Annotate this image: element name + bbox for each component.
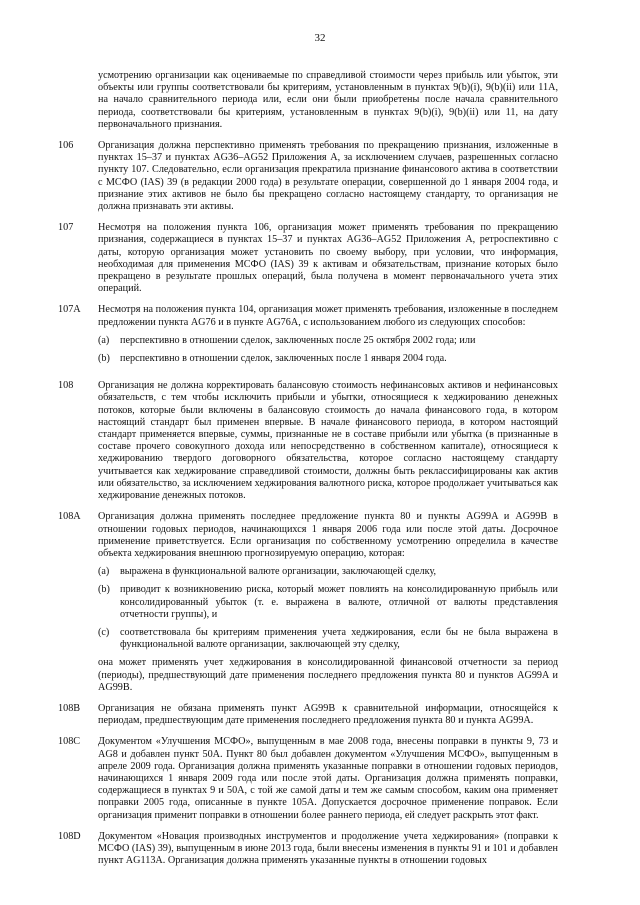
paragraph-text: Организация не должна корректировать балансовую стоимость нефинансовых активов и нефинансовых обязательств, с тем чтобы исключить прибыли и убытки, относящиеся к хеджированию денежных потоков, которые были включены в балансовую стоимость до начала финансового года, в котором настоящий стандарт был применен впервые. В начале финансового периода, в котором настоящий стандарт применяется впервые, суммы, признанные не в составе прибыли или убытка (в признанные в составе прочего совокупного дохода или непосредственно в собственном капитале), относящиеся к хеджированию твердого договорного обязательства, которое согласно настоящему стандарту учитывается как хеджирование справедливой стоимости, должны быть реклассифицированы как актив или обязательство, за исключением хеджирования валютного риска, которое продолжает учитываться как хеджирование денежных потоков. (98, 380, 558, 502)
paragraph-108c (58, 736, 558, 821)
document-body (58, 70, 558, 876)
list-item-label: (a) (98, 566, 110, 578)
list-item-label: (b) (98, 353, 110, 365)
paragraph-text: Несмотря на положения пункта 106, организация может применять требования по прекращению признания, содержащиеся в пунктах 15–37 и пунктах AG36–AG52 Приложения A, ретроспективно с даты, которую организация может установить по своему выбору, при условии, что информация, необходимая для применения МСФО (IAS) 39 к активам и обязательствам, признание которых было прекращено в результате прошлых операций, была получена в момент первоначального учета этих операций. (98, 222, 558, 295)
paragraph-106 (58, 140, 558, 213)
paragraph-number (58, 70, 98, 131)
paragraph-107a (58, 304, 558, 371)
list-item-text: перспективно в отношении сделок, заключенных после 25 октября 2002 года; или (120, 334, 476, 346)
paragraph-continuation: она может применять учет хеджирования в консолидированной финансовой отчетности за период (периоды), предшествующий дате применения последнего предложения пункта 80 и пунктов AG99A и AG99B. (98, 657, 558, 693)
paragraph-text: Несмотря на положения пункта 104, организация может применять требования, изложенные в последнем предложении пункта AG76 и в пункте AG76A, с использованием любого из следующих способов: (98, 304, 558, 328)
list-item (98, 584, 558, 621)
list-item-text: выражена в функциональной валюте организации, заключающей сделку, (120, 566, 437, 578)
paragraph-text: Организация не обязана применять пункт AG99B к сравнительной информации, относящейся к периодам, предшествующим дате применения последнего предложения пункта 80 и пункта AG99A. (98, 702, 558, 727)
paragraph-text: Документом «Улучшения МСФО», выпущенным в мае 2008 года, внесены поправки в пункты 9, 73 и AG8 и добавлен пункт 50A. Пункт 80 был добавлен документом «Улучшения МСФО», выпущенным в апреле 2009 года. Организация должна применять указанные поправки в отношении годовых периодов, начинающихся 1 января 2009 года или после этой даты. Организация должна применять поправки, содержащиеся в пунктах 9 и 50A, с той же самой даты и тем же самым способом, каким она применяет поправки 2005 года, описанные в пункте 105A. Допускается досрочное применение поправок. Если организация применит поправки в отношении более раннего периода, ей следует раскрыть этот факт. (98, 736, 558, 821)
list-item-text: приводит к возникновению риска, который может повлиять на консолидированную прибыль или консолидированный убыток (т. е. выражена в валюте, отличной от валюты представления отчетности группы), и (120, 584, 558, 620)
paragraph-number: 108D (58, 830, 81, 842)
paragraph-number: 108C (58, 736, 81, 748)
page-number: 32 (314, 32, 326, 44)
paragraph-text: Документом «Новация производных инструментов и продолжение учета хеджирования» (поправки к МСФО (IAS) 39), выпущенным в июне 2013 года, были внесены изменения в пункты 91 и 101 и добавлен пункт AG113A. Организация должна применять указанные пункты в отношении годовых (98, 830, 558, 867)
paragraph-text: Организация должна перспективно применять требования по прекращению признания, изложенные в пунктах 15–37 и пунктах AG36–AG52 Приложения A, за исключением случаев, разрешенных согласно пункту 107. Следовательно, если организация прекратила признание финансового актива в соответствии с МСФО (IAS) 39 (в редакции 2000 года) в результате операции, совершенной до 1 января 2004 года, и признание этих активов не было бы прекращено согласно настоящему стандарту, то организация не должна признавать эти активы. (98, 140, 558, 213)
paragraph-108 (58, 380, 558, 502)
paragraph-number: 108A (58, 511, 81, 523)
list-item-label: (c) (98, 626, 110, 638)
paragraph-108a (58, 511, 558, 694)
paragraph-number: 106 (58, 140, 74, 152)
list-item-label: (b) (98, 584, 110, 596)
paragraph-107 (58, 222, 558, 295)
paragraph-number: 107 (58, 222, 74, 234)
list-item-label: (a) (98, 334, 110, 346)
list-item (98, 566, 558, 578)
list-item-text: соответствовала бы критериям применения учета хеджирования, если бы не была выражена в функциональной валюте организации, заключающей эту сделку, (120, 626, 558, 651)
paragraph-number: 108B (58, 702, 81, 714)
list-item (98, 335, 558, 347)
paragraph-108d (58, 831, 558, 868)
paragraph-text: усмотрению организации как оцениваемые по справедливой стоимости через прибыль или убыток, эти объекты или группы соответствовали бы критериям, установленным в пунктах 9(b)(i), 9(b)(ii) или 11А, на начало сравнительного периода или, если они были приобретены после начала сравнительного периода, соответствовали бы критериям, установленным в пунктах 9(b)(i), 9(b)(ii) или 11, на дату первоначального признания. (98, 70, 558, 130)
list-item-text: перспективно в отношении сделок, заключенных после 1 января 2004 года. (120, 353, 447, 365)
paragraph-108b (58, 703, 558, 727)
list-item (98, 353, 558, 365)
paragraph-intro (58, 70, 558, 131)
paragraph-text: Организация должна применять последнее предложение пункта 80 и пункты AG99A и AG99B в отношении годовых периодов, начинающихся 1 января 2006 года или после этой даты. Досрочное применение приветствуется. Если организация по собственному усмотрению определила в качестве объекта хеджирования внешнюю прогнозируемую операцию, которая: (98, 511, 558, 559)
list-item (98, 627, 558, 651)
paragraph-number: 108 (58, 380, 74, 392)
paragraph-number: 107A (58, 304, 81, 316)
